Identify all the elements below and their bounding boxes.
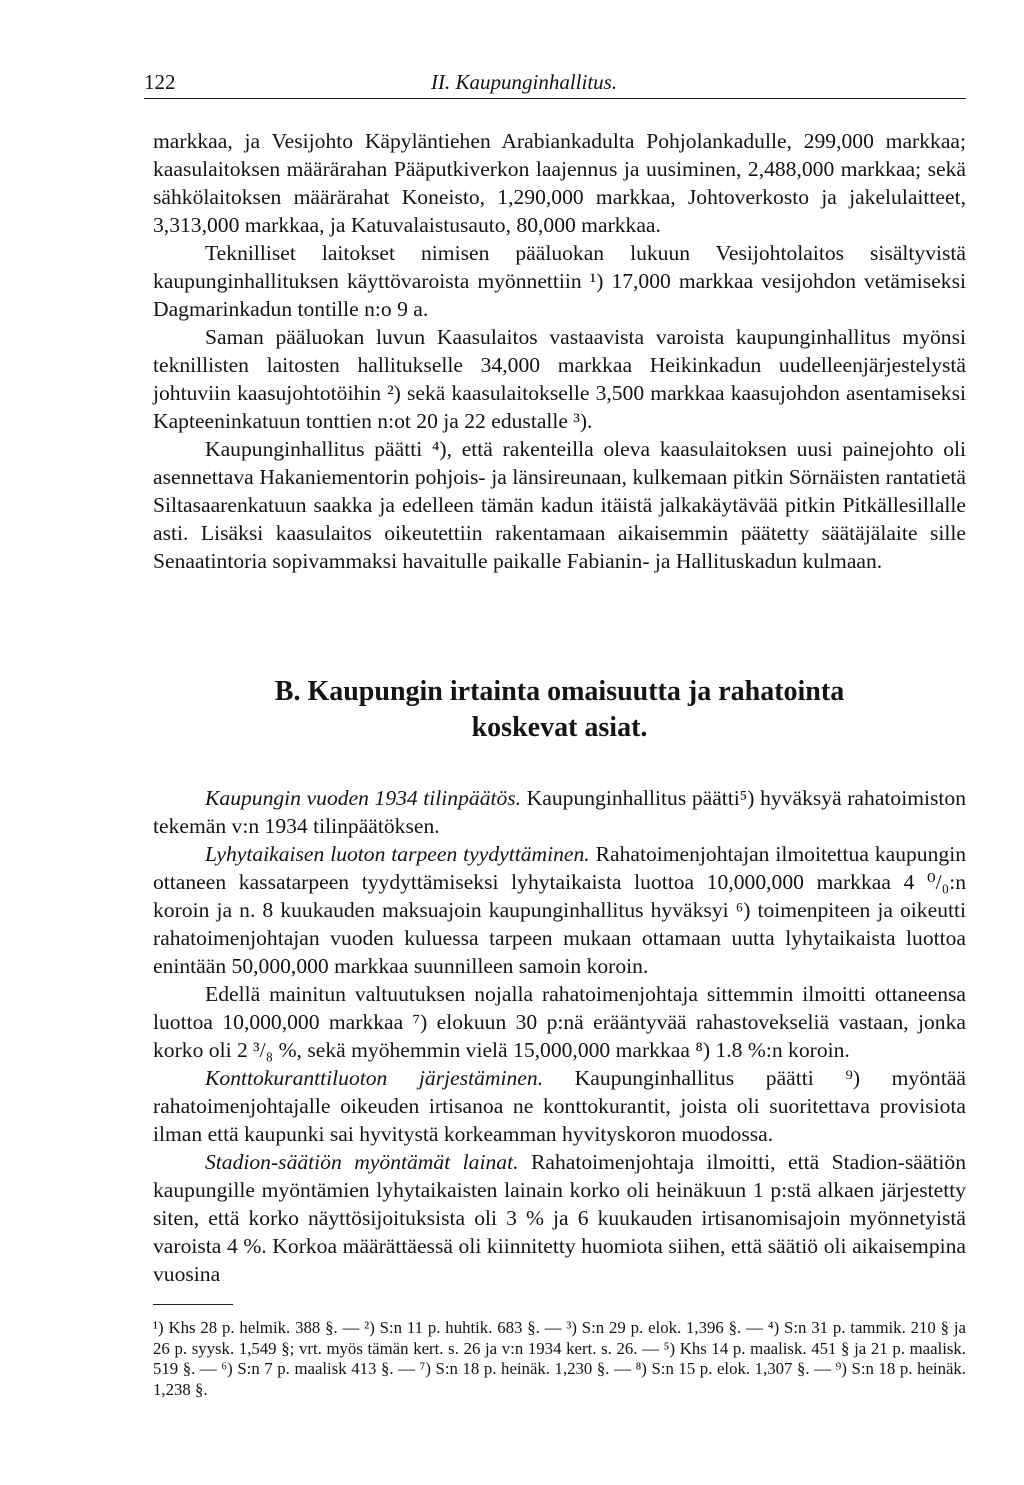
paragraph: Teknilliset laitokset nimisen pääluokan lukuun Vesijohtolaitos sisältyvistä kaupunginhallituksen käyttövaroista myönnettiin ¹) 17,000 markkaa vesijohdon vetämiseksi Dagmarinkadun tontille n:o 9 a. [153, 241, 966, 321]
section-heading [153, 674, 966, 746]
footnote-separator [153, 1304, 233, 1305]
page-header [144, 62, 966, 99]
text-block-upper [153, 127, 966, 575]
paragraph [153, 784, 966, 840]
paragraph-text: Kaupunginhallitus päätti ⁹) myöntää rahatoimenjohtajalle oikeuden irtisanoa ne konttokurantit, joista oli suoritettava provisiota ilman että kaupunki sai hyvitystä korkeamman hyvityskoron muodossa. [153, 1066, 966, 1146]
text-block-lower [153, 784, 966, 1288]
paragraph-text: Kaupunginhallitus päätti⁵) hyväksyä rahatoimiston tekemän v:n 1934 tilinpäätöksen. [153, 786, 966, 838]
paragraph: markkaa, ja Vesijohto Käpyläntiehen Arabiankadulta Pohjolankadulle, 299,000 markkaa; kaasulaitoksen määrärahan Pääputkiverkon laajennus ja uusiminen, 2,488,000 markkaa; sekä sähkölaitoksen määrärahat Koneisto, 1,290,000 markkaa, Johtoverkosto ja jakelulaitteet, 3,313,000 markkaa, ja Katuvalaistusauto, 80,000 markkaa. [153, 129, 966, 237]
running-title: II. Kaupunginhallitus. [431, 70, 618, 94]
footnote-text: ¹) Khs 28 p. helmik. 388 §. — ²) S:n 11 p. huhtik. 683 §. — ³) S:n 29 p. elok. 1,396 §. — ⁴) S:n 31 p. tammik. 210 § ja 26 p. syysk. 1,549 §; vrt. myös tämän kert. s. 26 ja v:n 1934 kert. s. 26. — ⁵) Khs 14 p. maalisk. 451 § ja 21 p. maalisk. 519 §. — ⁶) S:n 7 p. maalisk 413 §. — ⁷) S:n 18 p. heinäk. 1,230 §. — ⁸) S:n 15 p. elok. 1,307 §. — ⁹) S:n 18 p. heinäk. 1,238 §. [153, 1318, 966, 1399]
section-heading-line: koskevat asiat. [471, 712, 648, 743]
paragraph-heading: Kaupungin vuoden 1934 tilinpäätös. [205, 786, 522, 810]
paragraph-text: Rahatoimenjohtaja ilmoitti, että Stadion-säätiön kaupungille myöntämien lyhytaikaisten lainain korko oli heinäkuun 1 p:stä alkaen järjestetty siten, että korko näyttösijoituksista oli 3 % ja 6 kuukauden irtisanomisajoin myönnetyistä varoista 4 %. Korkoa määrättäessä oli kiinnitetty huomiota siihen, että säätiö oli aikaisempina vuosina [153, 1150, 966, 1286]
paragraph-heading: Konttokuranttiluoton järjestäminen. [205, 1066, 544, 1090]
paragraph [153, 1148, 966, 1288]
paragraph-text: Rahatoimenjohtajan ilmoitettua kaupungin ottaneen kassatarpeen tyydyttämiseksi lyhytaikaista luottoa 10,000,000 markkaa 4 ⁰/₀:n koroin ja n. 8 kuukauden maksuajoin kaupunginhallitus hyväksyi ⁶) toimenpiteen ja oikeutti rahatoimenjohtajan vuoden kuluessa tarpeen mukaan ottamaan uutta lyhytaikaista luottoa enintään 50,000,000 markkaa suunnilleen samoin koroin. [153, 842, 966, 978]
footnotes [153, 1318, 966, 1400]
paragraph: Kaupunginhallitus päätti ⁴), että rakenteilla oleva kaasulaitoksen uusi painejohto oli asennettava Hakaniementorin pohjois- ja länsireunaan, kulkemaan pitkin Sörnäisten rantatietä Siltasaarenkatuun saakka ja edelleen tämän kadun itäistä jalkakäytävää pitkin Pitkällesillalle asti. Lisäksi kaasulaitos oikeutettiin rakentamaan aikaisemmin päätetty säätäjälaite sille Senaatintoria sopivammaksi havaitulle paikalle Fabianin- ja Hallituskadun kulmaan. [153, 437, 966, 573]
paragraph: Edellä mainitun valtuutuksen nojalla rahatoimenjohtaja sittemmin ilmoitti ottaneensa luottoa 10,000,000 markkaa ⁷) elokuun 30 p:nä erääntyvää rahastovekseliä vastaan, jonka korko oli 2 ³/₈ %, sekä myöhemmin vielä 15,000,000 markkaa ⁸) 1.8 %:n koroin. [153, 982, 966, 1062]
paragraph [153, 840, 966, 980]
section-heading-line: B. Kaupungin irtainta omaisuutta ja rahatointa [274, 676, 845, 707]
paragraph [153, 1064, 966, 1148]
paragraph-heading: Lyhytaikaisen luoton tarpeen tyydyttäminen. [205, 842, 590, 866]
page-number: 122 [144, 70, 176, 94]
paragraph-heading: Stadion-säätiön myöntämät lainat. [205, 1150, 519, 1174]
paragraph: Saman pääluokan luvun Kaasulaitos vastaavista varoista kaupunginhallitus myönsi teknillisten laitosten hallitukselle 34,000 markkaa Heikinkadun uudelleenjärjestelystä johtuviin kaasujohtotöihin ²) sekä kaasulaitokselle 3,500 markkaa kaasujohdon asentamiseksi Kapteeninkatuun tonttien n:ot 20 ja 22 edustalle ³). [153, 325, 966, 433]
